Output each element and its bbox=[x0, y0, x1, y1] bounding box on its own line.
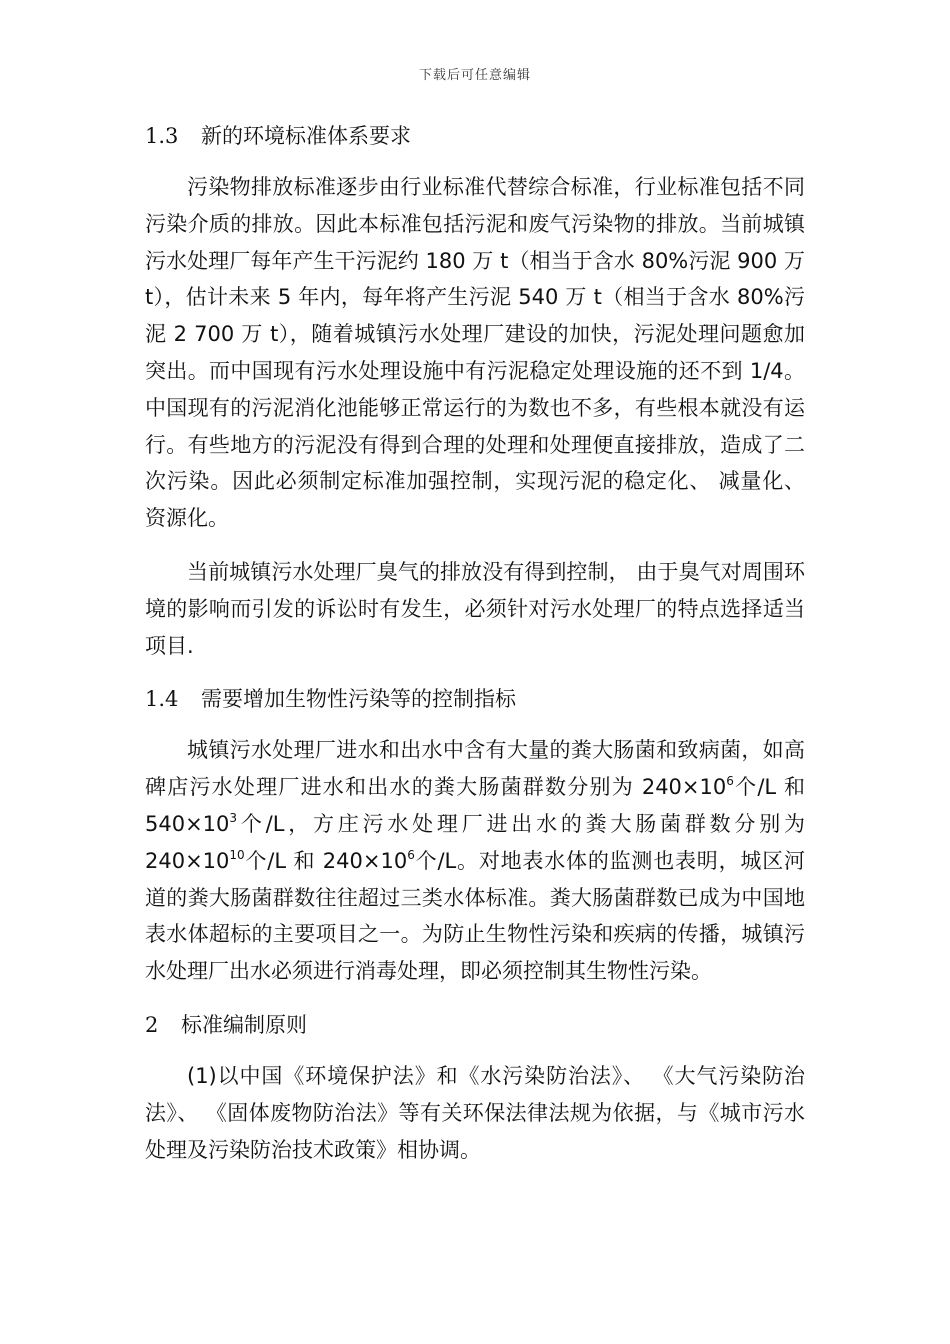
text-run: 个/L 和 240×10 bbox=[244, 848, 408, 873]
paragraph-odor-emission: 当前城镇污水处理厂臭气的排放没有得到控制， 由于臭气对周围环境的影响而引发的诉讼时有发生，必须针对污水处理厂的特点选择适当项目. bbox=[145, 559, 805, 658]
section-number: 1.3 bbox=[145, 124, 179, 148]
section-number: 1.4 bbox=[145, 687, 179, 712]
exponent: 6 bbox=[726, 774, 734, 789]
section-heading-2 bbox=[145, 1007, 805, 1043]
text-run: 个/L 和 540×10 bbox=[145, 775, 805, 836]
exponent: 10 bbox=[229, 847, 245, 862]
text-run: 个/L，方庄污水处理厂进出水的粪大肠菌群数分别为 240×10 bbox=[145, 811, 805, 873]
section-number: 2 bbox=[145, 1012, 159, 1037]
text-run: 城镇污水处理厂进水和出水中含有大量的粪大肠菌和致病菌，如高碑店污水处理厂进水和出水的粪大肠菌群数分别为 240×10 bbox=[145, 738, 805, 800]
section-heading-1-3 bbox=[145, 118, 805, 154]
document-body bbox=[145, 118, 805, 1185]
paragraph-coliform bbox=[145, 732, 805, 990]
text-run: 个/L。对地表水体的监测也表明，城区河道的粪大肠菌群数往往超过三类水体标准。粪大肠菌群数已成为中国地表水体超标的主要项目之一。为防止生物性污染和疾病的传播，城镇污水处理厂出水必须进行消毒处理，即必须控制其生物性污染。 bbox=[145, 848, 806, 984]
exponent: 6 bbox=[407, 847, 415, 862]
paragraph-principle-1: (1)以中国《环境保护法》和《水污染防治法》、 《大气污染防治法》、 《固体废物防治法》等有关环保法律法规为依据，与《城市污水处理及污染防治技术政策》相协调。 bbox=[145, 1063, 805, 1162]
exponent: 3 bbox=[229, 810, 238, 825]
page-header: 下载后可任意编辑 bbox=[418, 68, 531, 83]
section-heading-1-4 bbox=[145, 681, 805, 717]
section-title: 新的环境标准体系要求 bbox=[201, 124, 411, 148]
paragraph-sludge-emission: 污染物排放标准逐步由行业标准代替综合标准，行业标准包括不同污染介质的排放。因此本标准包括污泥和废气污染物的排放。当前城镇污水处理厂每年产生干污泥约 180 万 t（相当于含水 80%污泥 900 万 t），估计未来 5 年内，每年将产生污泥 540 万 t（相当于含水 80%污泥 2 700 万 t），随着城镇污水处理厂建设的加快，污泥处理问题愈加突出。而中国现有污水处理设施中有污泥稳定处理设施的还不到 1/4。中国现有的污泥消化池能够正常运行的为数也不多，有些根本就没有运行。有些地方的污泥没有得到合理的处理和处理便直接排放，造成了二次污染。因此必须制定标准加强控制，实现污泥的稳定化、 减量化、 资源化。 bbox=[145, 175, 805, 531]
section-title: 标准编制原则 bbox=[181, 1012, 307, 1037]
section-title: 需要增加生物性污染等的控制指标 bbox=[201, 687, 516, 712]
